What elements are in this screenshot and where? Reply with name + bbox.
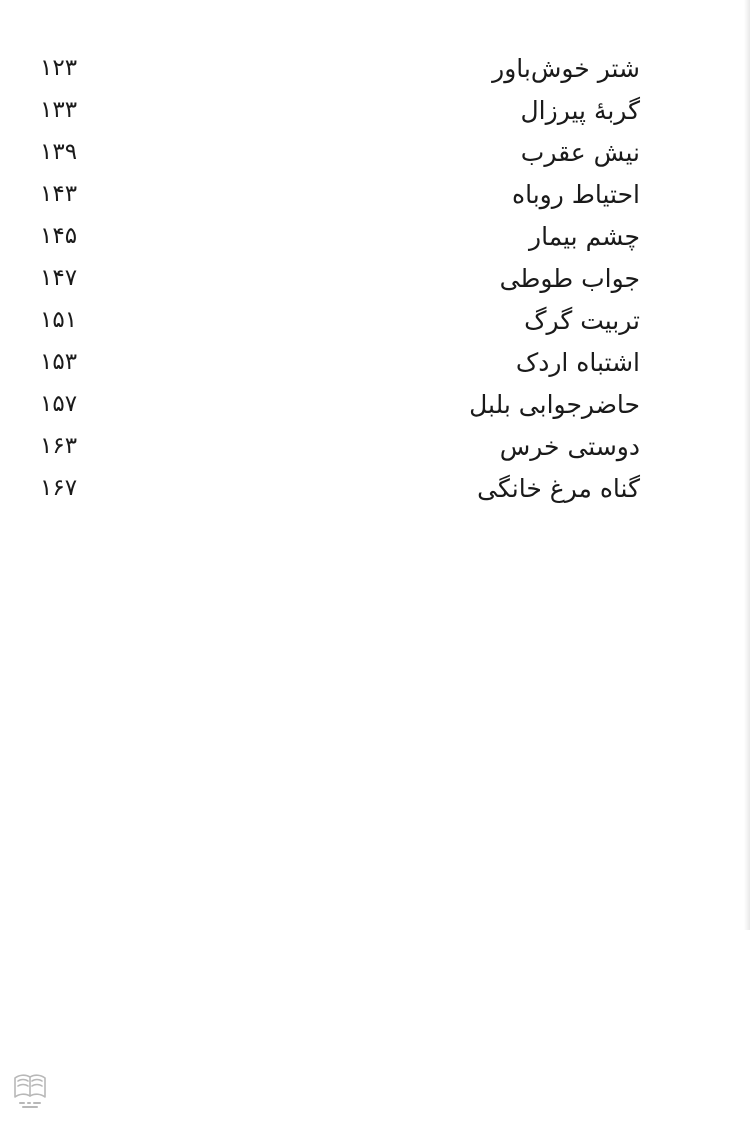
toc-entry bbox=[40, 425, 640, 467]
toc-entry bbox=[40, 299, 640, 341]
toc-entry-title: اشتباه اردک bbox=[515, 347, 640, 377]
toc-entry bbox=[40, 47, 640, 89]
toc-entry-title: شتر خوش‌باور bbox=[492, 53, 640, 83]
toc-entry-title: چشم بیمار bbox=[529, 221, 640, 251]
toc-entry-page-number: ۱۵۷ bbox=[40, 391, 78, 417]
toc-entry-title: نیش عقرب bbox=[520, 137, 640, 167]
page-edge-shadow bbox=[744, 0, 750, 930]
toc-entry-page-number: ۱۴۵ bbox=[40, 223, 78, 249]
toc-entry-page-number: ۱۴۳ bbox=[40, 181, 78, 207]
toc-entry bbox=[40, 257, 640, 299]
toc-entry-page-number: ۱۶۳ bbox=[40, 433, 78, 459]
table-of-contents bbox=[40, 47, 640, 509]
toc-entry-page-number: ۱۵۱ bbox=[40, 307, 78, 333]
toc-entry bbox=[40, 467, 640, 509]
toc-entry bbox=[40, 383, 640, 425]
toc-entry bbox=[40, 341, 640, 383]
toc-entry-title: جواب طوطی bbox=[499, 263, 640, 293]
toc-entry-title: حاضرجوابی بلبل bbox=[469, 389, 640, 419]
toc-entry-page-number: ۱۵۳ bbox=[40, 349, 78, 375]
toc-entry-title: گربهٔ پیرزال bbox=[520, 95, 640, 125]
book-logo-icon bbox=[12, 1071, 48, 1111]
toc-entry-page-number: ۱۴۷ bbox=[40, 265, 78, 291]
toc-entry-page-number: ۱۳۹ bbox=[40, 139, 78, 165]
toc-entry bbox=[40, 173, 640, 215]
toc-entry bbox=[40, 89, 640, 131]
toc-entry-title: دوستی خرس bbox=[499, 431, 640, 461]
toc-entry-page-number: ۱۲۳ bbox=[40, 55, 78, 81]
toc-entry-title: گناه مرغ خانگی bbox=[477, 473, 640, 503]
toc-entry-title: احتیاط روباه bbox=[512, 179, 640, 209]
toc-entry bbox=[40, 215, 640, 257]
toc-entry-page-number: ۱۶۷ bbox=[40, 475, 78, 501]
toc-entry-title: تربیت گرگ bbox=[524, 305, 640, 335]
toc-entry-page-number: ۱۳۳ bbox=[40, 97, 78, 123]
toc-entry bbox=[40, 131, 640, 173]
